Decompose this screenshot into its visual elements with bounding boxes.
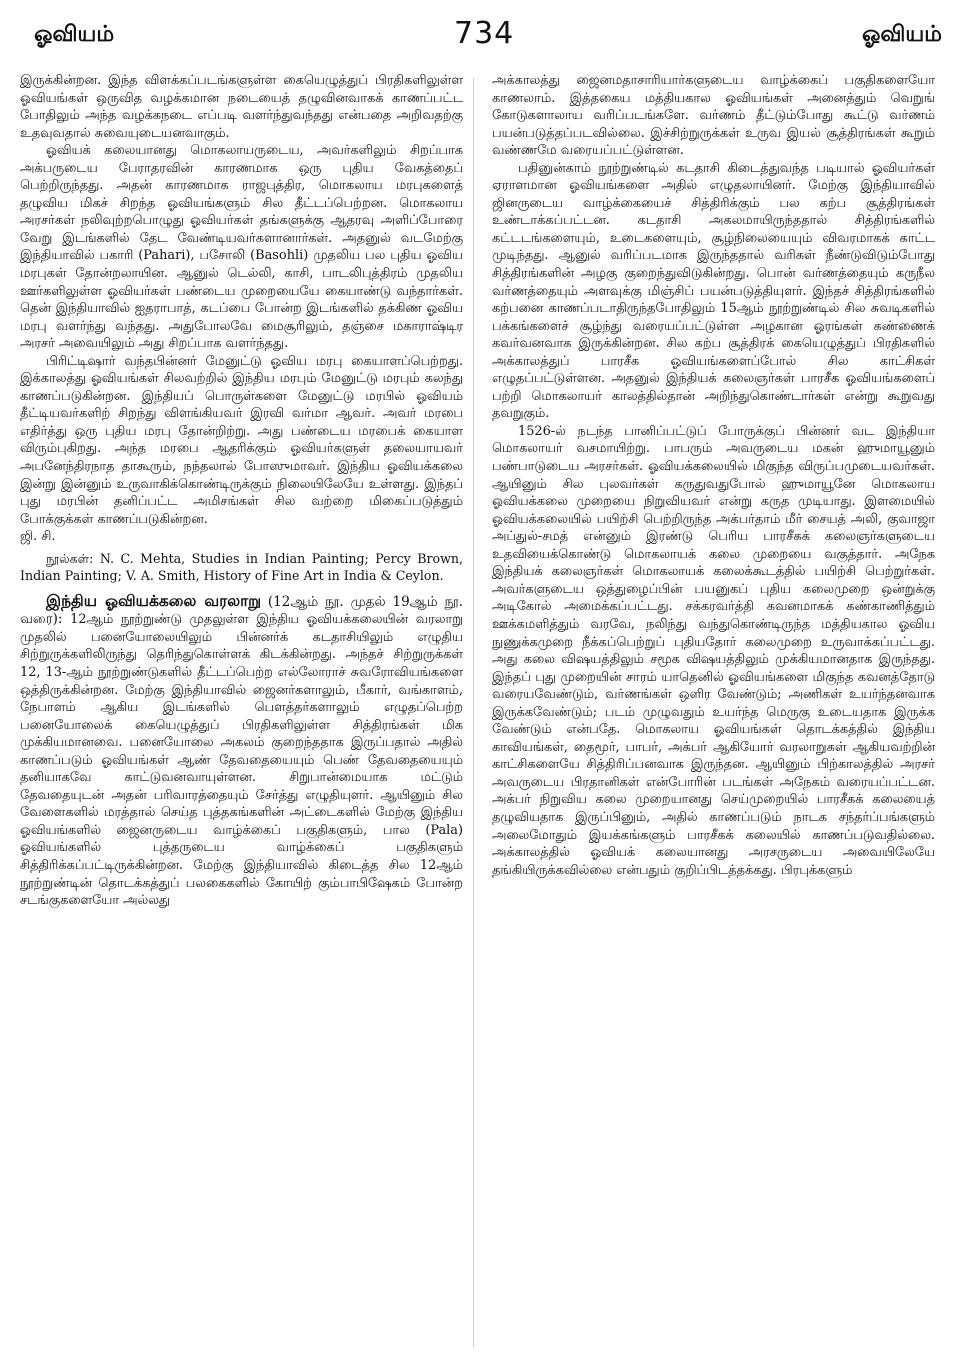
paragraph: இருக்கின்றன. இந்த விளக்கப்படங்களுள்ள கையெழுத்துப் பிரதிகளிலுள்ள ஓவியங்கள் ஒருவித வழக்கமான நடையைத் தழுவினவாகக் காணப்பட்ட போதிலும் அந்த வழக்கநடை எப்படி வளர்ந்துவந்தது என்பதை அறிவதற்கு உதவுவதால் சுவையுடையனவாகும்.	[20, 73, 463, 141]
running-head-right: ஓவியம்	[861, 22, 942, 47]
right-column	[492, 72, 935, 1352]
entry-body: 12ஆம் நூற்றுண்டு முதலுள்ள இந்திய ஓவியக்கலையின் வரலாறு முதலில் பனையோலையிலும் பின்னர்க் கடதாசியிலும் எழுதிய சிற்றுருக்களிலிருந்து தெரிந்துகொள்ளக் கிடக்கின்றது. அந்தச் சிற்றுருக்கள் 12, 13-ஆம் நூற்றுண்டுகளில் தீட்டப்பெற்ற எல்லோராச் சுவரோவியங்களை ஒத்திருக்கின்றன. மேற்கு இந்தியாவில் ஜைனர்களாலும், பீகார், வங்காளம், நேபாளம் ஆகிய இடங்களில் பௌத்தர்களாலும் எழுதப்பெற்ற பனையோலைக் கையெழுத்துப் பிரதிகளிலுள்ள சித்திரங்கள் மிக முக்கியமானவை. பனையோலை அகலம் குறைந்ததாக இருப்பதால் அதில் காணப்படும் ஓவியங்கள் ஆண் தேவதையையும் பெண் தேவதையையும் தனியாகவே காட்டுவனவாயுள்ளன. சிறுபான்மையாக மட்டும் தேவதையுடன் அதன் பரிவாரத்தையும் சேர்த்து எழுதியுளர். ஆயினும் சில வேளைகளில் மரத்தால் செய்த புத்தகங்களின் அட்டைகளில் மேற்கு இந்திய ஓவியங்களில் ஜைனருடைய வாழ்க்கைப் பகுதிகளும், பால (Pala) ஓவியங்களில் புத்தருடைய வாழ்க்கைப் பகுதிகளும் சித்திரிக்கப்பட்டிருக்கின்றன. மேற்கு இந்தியாவில் கிடைத்த சில 12ஆம் நூற்றுண்டின் தொடக்கத்துப் பலகைகளில் கோயிற் கும்பாபிஷேகம் போன்ற சடங்குகளையோ அல்லது	[20, 612, 463, 909]
references-label: நூல்கள்:	[46, 550, 94, 566]
entry	[20, 592, 463, 910]
paragraph: பதினுன்காம் நூற்றுண்டில் கடதாசி கிடைத்துவந்த படியால் ஓவியர்கள் ஏராளமான ஓவியங்களை அதில் எழுதலாயினர். மேற்கு இந்தியாவில் ஜினருடைய வாழ்க்கையைச் சித்திரிக்கும் பல கற்ப சூத்திரங்கள் உண்டாக்கப்பட்டன. கடதாசி அகலமாயிருந்ததால் சித்திரங்களில் கட்டடங்களையும், உடைகளையும், சூழ்நிலையையும் விவரமாகக் காட்ட முடிந்தது. ஆனுல் வரிப்படமாக இருந்ததால் வரிகள் நீண்டுவிடும்போது சித்திரங்களின் அழகு குறைந்துவிடுகின்றது. பொன் வர்ணத்தையும் கருநீல வர்ணத்தையும் அளவுக்கு மிஞ்சிப் பயன்படுத்தியுளர். இந்தச் சித்திரங்களில் கற்பனை காணப்படாதிருந்தபோதிலும் 15ஆம் நூற்றுண்டில் சில சுவடிகளில் பக்கங்களைச் சூழ்ந்து வரையப்பட்டுள்ள அழகான ஓரங்கள் கண்ணைக் கவர்வனவாக இருக்கின்றன. சில கற்ப சூத்திரக் கையெழுத்துப் பிரதிகளில் அக்காலத்துப் பாரசீக ஓவியங்களைப்போல் சில காட்சிகள் எழுதப்பட்டுள்ளன. அதனுல் இந்தியக் கலைஞர்கள் பாரசீக ஓவியங்களைப் பற்றி மொகலாயர் காலத்தில்தான் அறிந்துகொண்டார்கள் என்று கூறுவது தவறுகும்.	[492, 160, 935, 422]
paragraph: அக்காலத்து ஜைனமதாசாரியார்களுடைய வாழ்க்கைப் பகுதிகளையோ காணலாம். இத்தகைய மத்தியகால ஓவியங்கள் அனைத்தும் வெறுங் கோடுகளாலாய வரிப்படங்களே. வர்ணம் தீட்டும்போது கூட்டு வர்ணம் பயன்படுத்தப்படவில்லை. இச்சிற்றுருக்கள் உருவ இயல் சூத்திரங்கள் கூறும் வண்ணமே வரையப்பட்டுள்ளன.	[492, 73, 935, 159]
paragraph: ஓவியக் கலையானது மொகலாயருடைய, அவர்களிலும் சிறப்பாக அக்பருடைய பேராதரவின் காரணமாக ஒரு புதிய வேகத்தைப் பெற்றிருந்தது. அதன் காரணமாக ராஜபுத்திர, மொகலாய மரபுகளைத் தழுவிய மிகச் சிறந்த ஓவியங்களும் சில தீட்டப்பெற்றன. மொகலாய அரசர்கள் நலிவுற்றபொழுது ஓவியர்கள் தங்களுக்கு ஆதரவு அளிப்போரை வேறு இடங்களில் தேட வேண்டியவர்களானார்கள். அதனுல் வடமேற்கு இந்தியாவில் பகாரி (Pahari), பசோலி (Basohli) முதலிய பல புதிய ஓவிய மரபுகள் தோன்றலாயின. ஆனுல் டெல்லி, காசி, பாடலிபுத்திரம் முதலிய ஊர்களிலுள்ள ஓவியர்கள் பண்டைய முறையையே கையாண்டு வந்தார்கள். தென் இந்தியாவில் ஐதராபாத், கடப்பை போன்ற இடங்களில் தக்கிண ஓவிய மரபு வளர்ந்து வந்தது. அதுபோலவே மைசூரிலும், தஞ்சை மகாராஷ்டிர அரசர் அவையிலும் அது சிறப்பாக வளர்ந்தது.	[20, 143, 463, 352]
page-number: 734	[454, 16, 515, 51]
page-header	[0, 0, 968, 66]
paragraph: பிரிட்டிஷார் வந்தபின்னர் மேனுட்டு ஓவிய மரபு கையாளப்பெற்றது. இக்காலத்து ஓவியங்கள் சிலவற்றில் இந்திய மரபும் மேனுட்டு மரபும் கலந்து காணப்படுகின்றன. இந்தியப் பொருள்களை மேனுட்டு மரபில் ஓவியம் தீட்டியவர்களிற் சிறந்து விளங்கியவர் இரவி வர்மா ஆவர். அவர் மரபை எதிர்த்து ஒரு புதிய மரபு தோன்றிற்று. அது பண்டைய மரபைக் கையாள விரும்புகிறது. அந்த மரபை ஆதரிக்கும் ஓவியர்களுள் தலையாயவர் அபனேந்திரநாத தாகூரும், நந்தலால் போஸுமாவர். இந்திய ஓவியக்கலை இன்று இன்னும் உருவாகிக்கொண்டிருக்கும் நிலையிலேயே உள்ளது. இந்தப் புது மரபின் தனிப்பட்ட அமிசங்கள் சில வற்றை மிகைப்படுத்தும் போக்குக்கள் காணப்படுகின்றன.	[20, 353, 463, 527]
references	[20, 550, 463, 584]
author-signature: ஜி. சி.	[20, 529, 56, 545]
column-divider	[473, 78, 474, 1348]
references-text: N. C. Mehta, Studies in Indian Painting; Percy Brown, Indian Painting; V. A. Smith, History of Fine Art in India & Ceylon.	[20, 550, 463, 583]
running-head-left: ஓவியம்	[34, 22, 115, 47]
left-column	[20, 72, 463, 1352]
entry-title: இந்திய ஓவியக்கலை வரலாறு	[46, 590, 262, 610]
entry-dates: (12ஆம் நூ. முதல் 19ஆம் நூ. வரை):	[20, 593, 463, 628]
paragraph: 1526-ல் நடந்த பானிப்பட்டுப் போருக்குப் பின்னர் வட இந்தியா மொகலாயர் வசமாயிற்று. பாபரும் அவருடைய மகன் ஹுமாயூனும் பண்பாடுடைய அரசர்கள். ஓவியக்கலையில் மிகுந்த விருப்பமுடையவர்கள். ஆயினும் சில புலவர்கள் கருதுவதுபோல் ஹுமாயூனே மொகலாய ஓவியக்கலை முறையை நிறுவியவர் என்று கருத முடியாது. இளமையில் ஓவியக்கலையில் பயிற்சி பெற்றிருந்த அக்பர்தாம் மீர் சையத் அலி, குவாஜா அப்துல்-சமத் என்னும் இரண்டு பெரிய பாரசீகக் கலைஞர்களுடைய உதவியைக்கொண்டு மொகலாயக் கலை முறையை வகுத்தார். அநேக இந்தியக் கலைஞர்கள் மொகலாயக் கலைக்கூடத்தில் பயிற்சி பெற்றுர்கள். அவர்களுடைய ஒத்துழைப்பின் பயனுகப் புதிய கலைமுறை ஒன்றுக்கு அடிகோல் அமைக்கப்பட்டது. சக்கரவர்த்தி கவனமாகக் கண்காணித்தும் ஊக்கமளித்தும் வரவே, நலிந்து வந்துகொண்டிருந்த மத்தியகால ஓவிய நுணுக்கமுறை நீக்கப்பெற்றுப் புதியதோர் கலைமுறை உருவாக்கப்பட்டது. அது கலை விஷயத்திலும் சமூக விஷயத்திலும் முக்கியமானதாக இருந்தது. இந்தப் புது முறையின் சாரம் யாதெனில் ஓவியங்களை மிகுந்த கவனத்தோடு வரையவேண்டும், வர்ணங்கள் ஒளிர வேண்டும்; அணிகள் உயர்ந்தனவாக இருக்கவேண்டும்; படம் முழுவதும் உயர்ந்த மெருகு உடையதாக இருக்க வேண்டும் என்பதே. மொகலாய ஓவியங்கள் தொடக்கத்தில் இந்திய காவியங்கள், தைமூர், பாபர், அக்பர் ஆகியோர் வரலாறுகள் ஆகியவற்றின் காட்சிகளையே சித்திரிப்பனவாக இருந்தன. ஆயினும் பிற்காலத்தில் அரசர் அவருடைய பிரதானிகள் என்போரின் படங்கள் அநேகம் வரையப்பட்டன. அக்பர் நிறுவிய கலை முறையானது செய்முறையில் பாரசீகக் கலையைத் தழுவியதாக இருப்பினும், அதில் காணப்படும் நாடக சந்தர்ப்பங்களும் அலைமோதும் இயக்கங்களும் பாரசீகக் கலையில் காணப்படுவதில்லை. அக்காலத்தில் ஓவியக் கலையானது அரசருடைய அவையிலேயே தங்கியிருக்கவில்லை என்பதும் குறிப்பிடத்தக்கது. பிரபுக்களும்	[492, 423, 935, 878]
